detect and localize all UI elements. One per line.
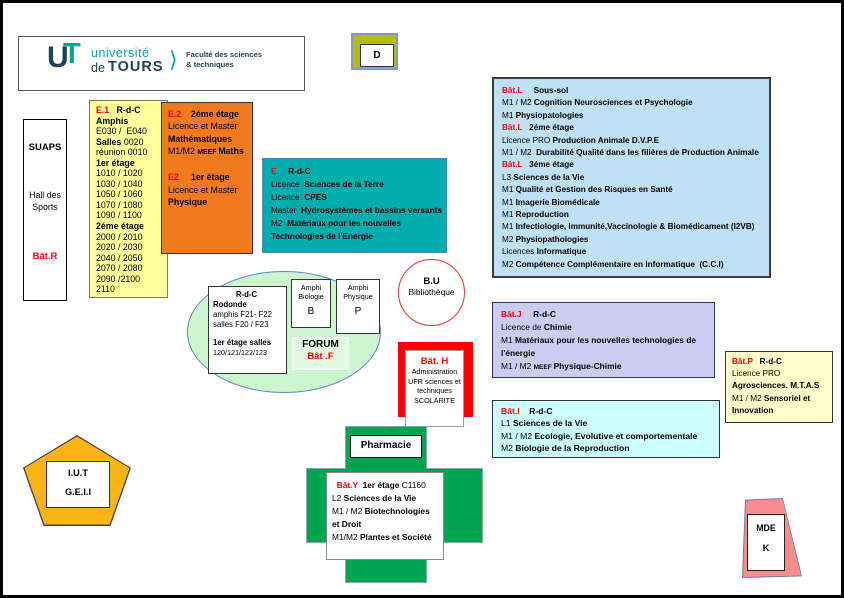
mde-card: [747, 514, 785, 571]
text-line: 2éme étage: [96, 221, 144, 232]
text-line: [168, 159, 252, 171]
text-line: E.2 2éme étage: [168, 109, 239, 119]
text-line: Innovation: [732, 405, 774, 415]
text-line: 2020 / 2030: [96, 242, 143, 253]
text-line: M1 Physiopatologies: [502, 110, 584, 120]
text-line: E030 / E040: [96, 126, 147, 137]
text-line: M1 / M2 Cognition Neurosciences et Psychologie: [502, 98, 693, 108]
logo-de-text: de: [91, 61, 105, 75]
text-line: Bât.J R-d-C: [501, 309, 556, 319]
building-h-line-1: Administration: [411, 367, 458, 376]
text-line: Licence PRO: [732, 369, 781, 379]
logo-universite-text: université: [91, 46, 150, 60]
iut-card: [46, 461, 110, 508]
text-line: réunion 0010: [96, 147, 148, 158]
text-line: 2070 / 2080: [96, 263, 143, 274]
rodonde-salles: salles F20 / F23: [213, 320, 269, 329]
building-l-box: [492, 77, 771, 278]
amphi-biologie-box: [291, 279, 331, 328]
text-line: M1 / M2 Sensoriel et: [732, 393, 811, 403]
rodonde-amphis: amphis F21- F22: [213, 310, 272, 319]
text-line: Licence et Master: [168, 121, 238, 132]
text-line: Bât.L Sous-sol: [502, 86, 569, 95]
text-line: 2090 /2100: [96, 273, 141, 284]
text-line: L3 Sciences de la Vie: [502, 172, 585, 182]
text-line: M1/M2 MEEF Maths: [168, 145, 244, 156]
text-line: et Droit: [332, 519, 362, 529]
text-line: 1090 / 1100: [96, 210, 142, 221]
text-line: M1 Imagerie Biomédicale: [502, 197, 600, 207]
mde-k-label: K: [762, 543, 770, 554]
text-line: 1030 / 1040: [96, 178, 143, 189]
suaps-hall-des-sports: [24, 189, 66, 213]
text-line: Mathématiques: [168, 133, 233, 144]
amphi-bio-letter: B: [307, 306, 315, 318]
library-circle: [398, 259, 465, 326]
text-line: M1 / M2 Biotechnologies: [332, 506, 430, 516]
building-e1-box: [89, 100, 168, 298]
building-h-card: [405, 350, 464, 427]
building-y-box: [326, 472, 444, 560]
building-r-label: Bât.R: [32, 251, 58, 262]
text-line: Licences Informatique: [502, 247, 587, 257]
text-line: Master Hydrosystèmes et bassins versants: [271, 205, 443, 215]
suaps-hall-line-2: Sports: [32, 202, 58, 212]
text-line: L2 Sciences de la Vie: [332, 493, 417, 503]
text-line: L1 Sciences de la Vie: [501, 418, 588, 429]
text-line: M2 Physiopathologies: [502, 234, 589, 244]
amphi-phy-letter: P: [354, 306, 362, 318]
text-line: Bât.I R-d-C: [501, 406, 553, 416]
text-line: M2 Matériaux pour les nouvelles: [271, 218, 402, 228]
building-d-label: D: [360, 44, 394, 67]
university-logo-box: [18, 36, 305, 91]
amphi-bio-line-1: Amphi: [300, 283, 322, 292]
forum-label-box: [292, 337, 349, 370]
iut-geii-label: G.E.I.I: [64, 487, 92, 497]
building-d-box: [351, 33, 398, 70]
building-e-box: [262, 158, 447, 253]
text-line: M1 / M2 Ecologie, Evolutive et comportementale: [501, 430, 698, 441]
ut-logo-icon: U: [47, 41, 69, 74]
amphi-physique-box: [336, 279, 380, 334]
iut-pentagon: [23, 435, 131, 526]
text-line: E2 1er étage: [168, 172, 230, 183]
text-line: 1010 / 1020: [96, 168, 143, 179]
bu-title: B.U: [423, 276, 440, 287]
rodonde-box: [208, 286, 287, 374]
text-line: 2000 / 2010: [96, 231, 143, 242]
text-line: M1 Qualité et Gestion des Risques en Santé: [502, 185, 673, 195]
text-line: 1070 / 1080: [96, 199, 143, 210]
text-line: M1 / M2 MEEF Physique-Chimie: [501, 361, 622, 371]
text-line: 1er étage: [96, 157, 135, 168]
chevron-separator-icon: ⟩: [169, 47, 178, 72]
building-f-label: Bât .F: [307, 351, 334, 362]
rodonde-etage-title: 1er étage salles: [213, 338, 272, 347]
text-line: Agrosciences. M.T.A.S: [732, 381, 820, 391]
building-h-box: [398, 342, 474, 428]
text-line: Amphis: [96, 115, 129, 126]
text-line: Bât.P R-d-C: [732, 357, 782, 366]
building-j-box: [492, 302, 715, 378]
iut-label: I.U.T: [68, 468, 88, 478]
text-line: Bât.L 3éme étage: [502, 160, 574, 170]
text-line: M1 Reproduction: [502, 210, 569, 220]
text-line: 1050 / 1060: [96, 189, 143, 200]
pharmacie-label: Pharmacie: [350, 435, 422, 458]
suaps-title: SUAPS: [28, 142, 62, 153]
ut-logo-icon-t: T: [63, 38, 81, 70]
building-p-box: [725, 351, 833, 423]
text-line: Bât.L 2éme étage: [502, 123, 574, 133]
amphi-bio-line-2: Biologie: [298, 291, 324, 301]
rodonde-spacer: [213, 330, 286, 338]
text-line: Bât.Y 1er étage C1160: [332, 480, 426, 490]
faculty-line-1: Faculté des sciences: [186, 50, 262, 59]
rodonde-rdc-title: R-d-C: [235, 290, 258, 299]
text-line: M2 Biologie de la Reproduction: [501, 443, 630, 454]
text-line: M1 Infectiologie, Immunité,Vaccinologie & Biomédicament (I2VB): [502, 222, 755, 232]
mde-building: [742, 498, 802, 578]
text-line: Technologies de l'Energie: [271, 231, 373, 241]
building-i-box: [492, 400, 720, 458]
bu-subtitle: Bibliothèque: [408, 287, 455, 297]
faculty-line-2: & techniques: [186, 60, 234, 69]
text-line: Physique: [168, 197, 208, 208]
logo-tours-text: TOURS: [108, 59, 164, 75]
text-line: Licence CPES: [271, 192, 327, 202]
text-line: l'énergie: [501, 348, 536, 358]
faculty-name: [186, 50, 304, 70]
text-line: Licence PRO Production Animale D.V.P.E: [502, 135, 660, 145]
amphi-phy-line-2: Physique: [343, 291, 373, 301]
text-line: 2110: [96, 284, 115, 295]
text-line: E.1 R-d-C: [96, 105, 141, 115]
text-line: Licence Sciences de la Terre: [271, 179, 384, 189]
text-line: Licence et Master: [168, 184, 238, 195]
suaps-hall-line-1: Hall des: [29, 190, 61, 200]
text-line: M2 Compétence Complémentaire en Informatique (C.C.I): [502, 259, 724, 269]
text-line: M1/M2 Plantes et Société: [332, 532, 432, 542]
building-h-line-2: UFR sciences et: [408, 376, 461, 386]
building-e2-box: [161, 102, 253, 254]
rodonde-name: Rodonde: [213, 300, 247, 309]
rodonde-etage-salles: 120/121/122/123: [213, 348, 267, 357]
text-line: Licence de Chimie: [501, 322, 572, 332]
building-h-title: Bât. H: [420, 356, 449, 367]
text-line: Salles 0020: [96, 136, 144, 147]
building-suaps-box: [23, 119, 67, 301]
mde-label: MDE: [756, 523, 776, 533]
building-h-line-4: SCOLARITE: [414, 395, 455, 405]
forum-title: FORUM: [302, 339, 339, 350]
text-line: M1 Matériaux pour les nouvelles technologies de: [501, 335, 697, 345]
building-h-line-3: techniques: [417, 386, 452, 396]
text-line: 2040 / 2050: [96, 252, 143, 263]
text-line: M1 / M2 Durabilité Qualité dans les filières de Production Animale: [502, 148, 759, 158]
amphi-phy-line-1: Amphi: [347, 283, 369, 292]
text-line: E. R-d-C: [271, 166, 311, 176]
